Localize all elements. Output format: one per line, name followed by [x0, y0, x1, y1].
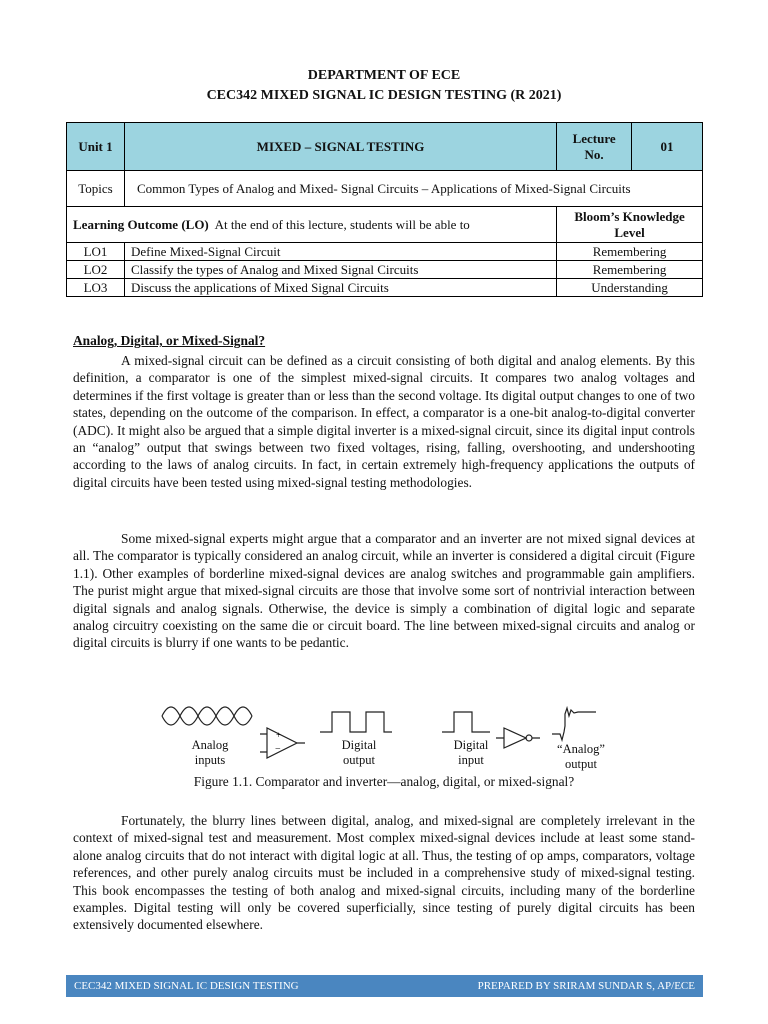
analog-output-wave — [552, 708, 596, 740]
paragraph-3: Fortunately, the blurry lines between digital, analog, and mixed-signal are completely irrelevant in the context of mixed-signal test and measurement. Most complex mixed-signal devices include at least some stand-alone analog circuits that do not interact with digital logic at all. Thus, the testing of op amps, comparators, voltage references, and other purely analog circuits must be included in a comprehensive study of mixed-signal testing. This book encompasses the testing of both analog and mixed-signal circuits, including many of the borderline examples. Digital testing will only be covered superficially, since testing of purely digital circuits has been extensively documented elsewhere. — [73, 813, 695, 933]
lo-header-cell — [67, 207, 557, 243]
paragraph-2: Some mixed-signal experts might argue that a comparator and an inverter are not mixed signal devices at all. The comparator is typically considered an analog circuit, while an inverter is considered a digital circuit (Figure 1.1). Other examples of borderline mixed-signal devices are analog switches and programmable gain amplifiers. The purist might argue that mixed-signal circuits are those that involve some sort of nontrivial interaction between digital signals and analog signals. Otherwise, the device is simply a combination of digital logic and separate analog circuitry coexisting on the same die or circuit board. The line between mixed-signal circuits and analog or digital circuits is blurry if one wants to be pedantic. — [73, 531, 695, 651]
figure-comparator-inverter — [160, 696, 610, 774]
inverter-symbol — [504, 728, 526, 748]
lo-text: Classify the types of Analog and Mixed Signal Circuits — [124, 261, 556, 279]
footer-course: CEC342 MIXED SIGNAL IC DESIGN TESTING — [74, 980, 299, 992]
label-analog-inputs: Analog inputs — [191, 738, 229, 767]
table-row — [67, 279, 703, 297]
comparator-symbol — [267, 728, 297, 758]
topics-cell: Common Types of Analog and Mixed- Signal Circuits – Applications of Mixed-Signal Circuits — [124, 171, 702, 207]
department-heading: DEPARTMENT OF ECE — [307, 68, 461, 83]
unit-title-cell: MIXED – SIGNAL TESTING — [124, 123, 556, 171]
lecture-label-cell: Lecture No. — [557, 123, 632, 171]
digital-input-wave — [442, 712, 490, 732]
lo-label: Learning Outcome (LO) — [73, 216, 209, 232]
minus-sign: − — [275, 744, 281, 755]
label-digital-input: Digital input — [453, 738, 489, 767]
figure-caption: Figure 1.1. Comparator and inverter—analog, digital, or mixed-signal? — [193, 774, 575, 789]
table-row — [67, 243, 703, 261]
lo-id: LO1 — [67, 243, 125, 261]
section-title: Analog, Digital, or Mixed-Signal? — [73, 333, 266, 348]
lo-text: Discuss the applications of Mixed Signal Circuits — [124, 279, 556, 297]
unit-cell: Unit 1 — [67, 123, 125, 171]
lo-level: Remembering — [557, 243, 703, 261]
digital-output-wave — [320, 712, 392, 732]
page-footer — [66, 975, 703, 997]
lo-intro: At the end of this lecture, students will be able to — [214, 216, 470, 232]
lo-id: LO3 — [67, 279, 125, 297]
table-row — [67, 261, 703, 279]
topics-label-cell: Topics — [67, 171, 125, 207]
blooms-header-cell: Bloom’s Knowledge Level — [557, 207, 703, 243]
plus-sign: + — [276, 730, 282, 740]
course-heading: CEC342 MIXED SIGNAL IC DESIGN TESTING (R 2021) — [206, 88, 562, 103]
label-digital-output: Digital output — [341, 738, 377, 767]
learning-outcome-table — [66, 122, 703, 297]
footer-author: PREPARED BY SRIRAM SUNDAR S, AP/ECE — [477, 980, 695, 992]
label-analog-output: “Analog” output — [557, 742, 605, 771]
lo-level: Remembering — [557, 261, 703, 279]
paragraph-1: A mixed-signal circuit can be defined as a circuit consisting of both digital and analog elements. By this definition, a comparator is one of the simplest mixed-signal circuits. It compares two analog voltages and determines if the first voltage is greater than or less than the second voltage. Its digital output changes to one of two states, depending on the outcome of the comparison. In effect, a comparator is a one-bit analog-to-digital converter (ADC). It might also be argued that a simple digital inverter is a mixed-signal circuit, since its digital input controls an “analog” output that swings between two fixed voltages, rising, falling, overshooting, and undershooting according to the laws of analog circuits. In fact, in certain extremely high-frequency applications the outputs of digital circuits have been tested using mixed-signal testing methodologies. — [73, 353, 695, 490]
lo-id: LO2 — [67, 261, 125, 279]
lo-level: Understanding — [557, 279, 703, 297]
lecture-number-cell: 01 — [632, 123, 703, 171]
lo-text: Define Mixed-Signal Circuit — [124, 243, 556, 261]
